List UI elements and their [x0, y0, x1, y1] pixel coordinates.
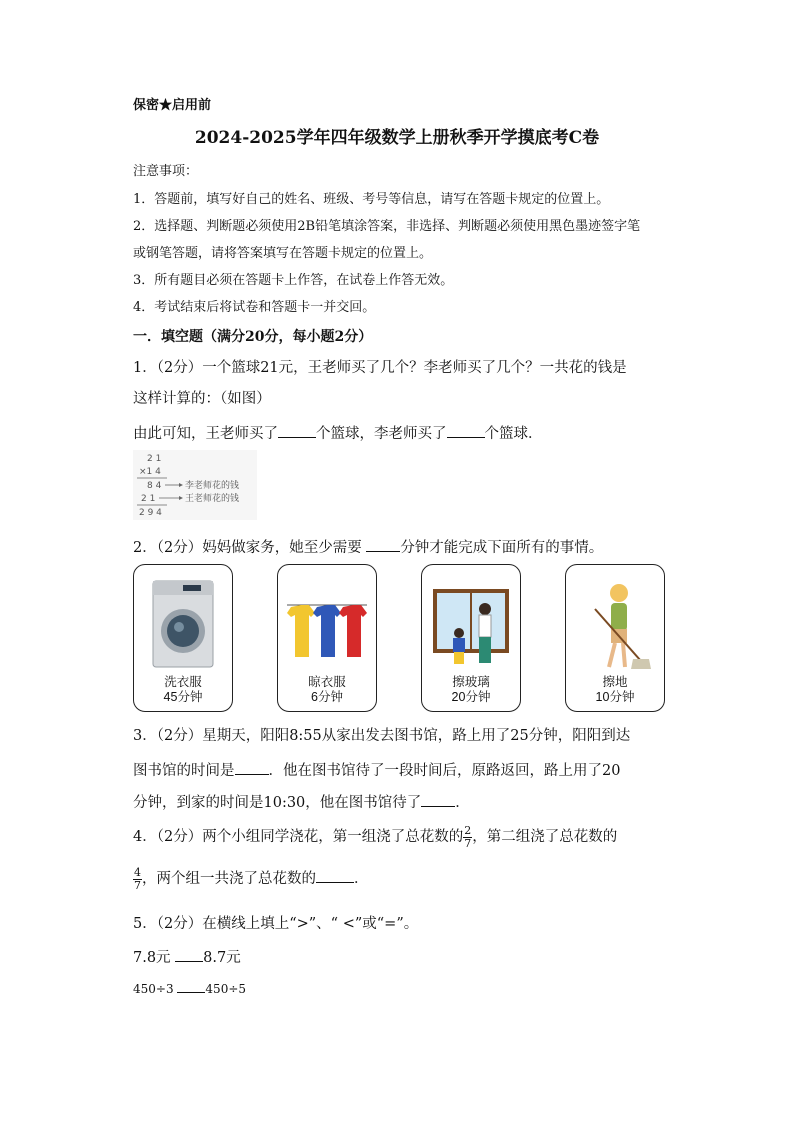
- q2-text-a: 2．（2分）妈妈做家务，她至少需要: [133, 540, 362, 556]
- q4-line1: [133, 824, 617, 850]
- q3-line3: [133, 790, 470, 813]
- q5-c1-right: 8.7元: [203, 950, 241, 966]
- calc-row-2: ×1 4: [139, 467, 161, 477]
- q3-line2: [133, 758, 620, 781]
- q4-fraction-1-num: 2: [464, 823, 472, 837]
- task-name: 洗衣服: [164, 675, 202, 689]
- task-card-window: [421, 564, 521, 712]
- q4-text-c: ，两个组一共浇了总花数的: [142, 871, 316, 887]
- q4-fraction-2: [133, 867, 142, 892]
- calc-annotation-wang: 王老师花的钱: [185, 494, 240, 504]
- notes-item-3: 3．所有题目必须在答题卡上作答，在试卷上作答无效。: [133, 273, 454, 288]
- window-cleaning-icon: [431, 575, 511, 671]
- q5-compare-2: [133, 979, 246, 999]
- multiplication-figure: [133, 450, 257, 520]
- q5-c1-left: 7.8元: [133, 950, 171, 966]
- q1-line1: 1．（2分）一个篮球21元，王老师买了几个？李老师买了几个？一共花的钱是: [133, 360, 627, 376]
- q5-c2-right: 450÷5: [205, 982, 247, 996]
- task-name: 擦地: [602, 675, 628, 689]
- task-time: 20分钟: [451, 690, 491, 704]
- task-time: 45分钟: [163, 690, 203, 704]
- q5-blank-2[interactable]: [177, 979, 205, 993]
- task-card-wash: [133, 564, 233, 712]
- q1-text-b: 个篮球，李老师买了: [316, 426, 447, 442]
- q3-line1: 3．（2分）星期天，阳阳8:55从家出发去图书馆，路上用了25分钟，阳阳到达: [133, 728, 631, 744]
- q3-text-c: 分钟，到家的时间是10:30，他在图书馆待了: [133, 795, 422, 811]
- q4-fraction-1: [463, 825, 472, 850]
- task-card-mop-label: [566, 675, 664, 705]
- task-name: 擦玻璃: [452, 675, 490, 689]
- q5-line1: 5．（2分）在横线上填上“>”、“ <”或“=”。: [133, 916, 419, 932]
- notes-heading: 注意事项：: [133, 164, 199, 179]
- calc-annotation-li: 李老师花的钱: [185, 481, 240, 491]
- calc-arrowhead-1: [179, 483, 183, 487]
- clothes-drying-icon: [287, 575, 367, 671]
- q3-text-d: ．: [455, 795, 470, 811]
- task-name: 晾衣服: [308, 675, 346, 689]
- q3-blank-arrival[interactable]: [235, 758, 269, 775]
- calc-row-3: 8 4: [147, 481, 162, 491]
- q4-line2: [133, 866, 369, 892]
- q1-line2: 这样计算的：（如图）: [133, 391, 271, 407]
- mopping-icon: [575, 575, 655, 671]
- task-card-dry: [277, 564, 377, 712]
- q5-c2-left: 450÷3: [133, 982, 174, 996]
- task-card-dry-label: [278, 675, 376, 705]
- q3-text-b: ．他在图书馆待了一段时间后，原路返回，路上用了20: [268, 763, 621, 779]
- q3-blank-duration[interactable]: [421, 790, 455, 807]
- q3-text-a: 图书馆的时间是: [133, 763, 235, 779]
- notes-item-4: 4．考试结束后将试卷和答题卡一并交回。: [133, 300, 376, 315]
- q1-blank-li[interactable]: [447, 421, 485, 438]
- notes-item-2: 2．选择题、判断题必须使用2B铅笔填涂答案，非选择、判断题必须使用黑色墨迹签字笔: [133, 219, 641, 234]
- section-heading: 一．填空题（满分20分，每小题2分）: [133, 329, 373, 345]
- calc-row-4: 2 1: [141, 494, 156, 504]
- calc-row-1: 2 1: [147, 454, 162, 464]
- q4-fraction-2-num: 4: [134, 865, 141, 879]
- notes-item-2-cont: 或钢笔答题，请将答案填写在答题卡规定的位置上。: [133, 246, 433, 261]
- q2-line: [133, 535, 603, 558]
- q1-text-a: 由此可知，王老师买了: [133, 426, 278, 442]
- multiplication-svg: [133, 450, 257, 520]
- q2-text-b: 分钟才能完成下面所有的事情。: [400, 540, 604, 556]
- q4-text-b: ，第二组浇了总花数的: [472, 829, 618, 845]
- task-card-window-label: [422, 675, 520, 705]
- task-time: 10分钟: [595, 690, 635, 704]
- q2-blank[interactable]: [366, 535, 400, 552]
- q4-text-d: ．: [354, 871, 369, 887]
- q4-fraction-2-den: 7: [134, 878, 141, 892]
- q5-blank-1[interactable]: [175, 945, 203, 962]
- task-time: 6分钟: [311, 690, 343, 704]
- page-title: 2024-2025学年四年级数学上册秋季开学摸底考C卷: [194, 128, 600, 148]
- washing-machine-icon: [143, 575, 223, 671]
- calc-arrowhead-2: [179, 496, 183, 500]
- q5-compare-1: [133, 945, 241, 968]
- confidential-mark: 保密★启用前: [133, 98, 212, 113]
- q1-blank-wang[interactable]: [278, 421, 316, 438]
- q1-text-c: 个篮球．: [484, 426, 543, 442]
- calc-row-5: 2 9 4: [139, 508, 162, 518]
- q1-line3: [133, 421, 543, 444]
- q4-fraction-1-den: 7: [464, 836, 472, 850]
- task-card-mop: [565, 564, 665, 712]
- q4-text-a: 4．（2分）两个小组同学浇花，第一组浇了总花数的: [133, 829, 464, 845]
- task-card-wash-label: [134, 675, 232, 705]
- q4-blank[interactable]: [316, 866, 354, 883]
- notes-item-1: 1．答题前，填写好自己的姓名、班级、考号等信息，请写在答题卡规定的位置上。: [133, 192, 610, 207]
